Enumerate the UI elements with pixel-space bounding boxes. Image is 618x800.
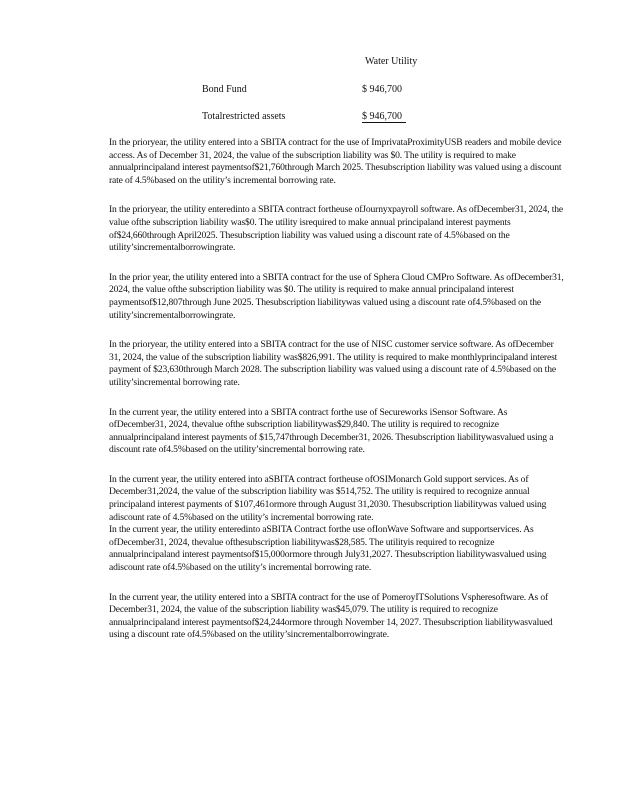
paragraph-imprivata: In the prioryear, the utility entered into a SBITA contract for the use of ImprivataProximityUSB readers and mobile device access. As of December 31, 2024, the value of the subscription liability was $0. The utility is required to make annualprincipaland interest paymentsof$21,760through March 2025. Thesubscription liability was valued using a discount rate of 4.5%based on the utility’s incremental borrowing rate. [109,137,562,186]
paragraph-osi-monarch: In the current year, the utility entered into aSBITA contract fortheuse ofOSIMonarch Gold support services. As of December31,2024, the value of the subscription liability was $514,752. The utility is required to recognize annual principaland interest payments of $107,461ormore through August 31,2030. Thesubscription liabilitywas valued using adiscount rate of 4.5%based on the utility’s incremental borrowing rate. [109,473,547,523]
paragraph-journyx: In the prioryear, the utility enteredinto a SBITA contract fortheuse ofJournyxpayroll software. As ofDecember31, 2024, the value ofthe subscription liability was$0. The utility isrequired to make annual principaland interest payments of$24,660through April2025. Thesubscription liability was valued using a discount rate of 4.5%based on the utility’sincrementalborrowingrate. [109,204,563,254]
paragraph-pomeroy: In the current year, the utility entered into a SBITA contract for the use of PomeroyITSolutions Vspheresoftware. As of December31, 2024, the value of the subscription liability was$45,079. The utility is required to recognize annualprincipaland interest paymentsof$24,244ormore through November 14, 2027. Thesubscription liabilitywasvalued using a discount rate of4.5%based on the utility’sincrementalborrowingrate. [109,591,553,641]
paragraph-ionwave: In the current year, the utility enteredinto aSBITA Contract forthe use ofIonWave Software and supportservices. As ofDecember31, 2024, thevalue ofthesubscription liabilitywas$28,585. The utilityis required to recognize annualprincipaland interest paymentsof$15,000ormore through July31,2027. Thesubscription liabilitywasvalued using adiscount rate of4.5%based on the utility’s incremental borrowing rate. [109,524,547,574]
row-value-bond-fund: $ 946,700 [362,84,402,95]
paragraph-sphera: In the prior year, the utility entered into a SBITA contract for the use of Sphera Cloud CMPro Software. As ofDecember31, 2024, the value ofthe subscription liability was $0. The utility is required to make annual principaland interest paymentsof$12,807through June 2025. Thesubscription liabilitywas valued using a discount rate of4.5%based on the utility’sincrementalborrowingrate. [109,271,564,321]
row-value-total-restricted-assets: $ 946,700 [362,111,406,123]
paragraph-nisc: In the prioryear, the utility entered into a SBITA contract for the use of NISC customer service software. As ofDecember 31, 2024, the value of the subscription liability was$826,991. The utility is required to make monthlyprincipaland interest payment of $23,630through March 2028. The subscription liability was valued using a discount rate of 4.5%based on the utility’sincremental borrowing rate. [109,339,558,388]
row-label-bond-fund: Bond Fund [202,84,247,95]
column-header-water-utility: Water Utility [365,56,418,67]
row-label-total-restricted-assets: Totalrestricted assets [202,111,286,122]
paragraphs [109,137,567,659]
paragraph-secureworks: In the current year, the utility entered into a SBITA contract forthe use of Secureworks iSensor Software. As ofDecember31, 2024, thevalue ofthe subscription liabilitywas$29,840. The utility is required to recognize annualprincipaland interest payments of $15,747through December31, 2026. Thesubscription liabilitywasvalued using a discount rate of4.5%based on the utility’sincremental borrowing rate. [109,406,554,456]
